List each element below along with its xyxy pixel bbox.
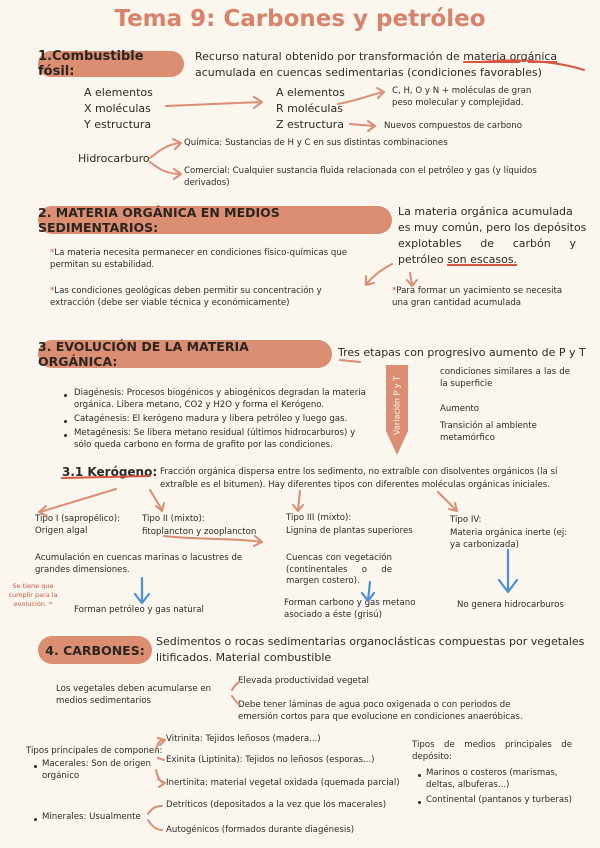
arrow-icon: [232, 682, 240, 690]
s4-laminas: Debe tener láminas de agua poco oxigenada o con periodos de emersión cortos para que evolucione en condiciones anaeróbicas.: [238, 700, 523, 722]
arrow-icon: [340, 360, 360, 362]
arrow-icon: [156, 738, 165, 750]
s1-note-1: C, H, O y N + moléculas de gran: [392, 86, 532, 96]
s1-def-line2: acumulada en cuencas sedimentarias (condiciones favorables): [195, 66, 542, 79]
s1-left-1: A elementos: [84, 86, 153, 99]
arrow-icon: [148, 820, 162, 830]
arrow-icon: [164, 536, 262, 546]
forman-carbono: Forman carbono y gas metano asociado a éste (grisú): [284, 598, 416, 620]
s1-left-2: X moléculas: [84, 102, 151, 115]
s1-hidrocarburo: Hidrocarburo: [78, 152, 150, 165]
s4-minerales: Minerales: Usualmente: [42, 812, 141, 822]
section-2-heading: 2. MATERIA ORGÁNICA EN MEDIOS SEDIMENTARIOS:: [38, 206, 392, 234]
section-3-heading: 3. EVOLUCIÓN DE LA MATERIA ORGÁNICA:: [38, 340, 332, 368]
forman-petroleo: Forman petróleo y gas natural: [74, 605, 204, 615]
s2-right-2: es muy común, pero los depósitos: [398, 221, 587, 234]
tipo-3-label: Tipo III (mixto):: [286, 513, 352, 523]
underline-stroke: [62, 476, 150, 478]
s2-escasos: son escasos.: [447, 253, 518, 266]
s2-star-1: *: [50, 248, 55, 258]
s4-vitrinita: Vitrinita: Tejidos leñosos (madera...): [166, 734, 321, 744]
no-genera: No genera hidrocarburos: [457, 600, 564, 610]
arrow-icon: [350, 121, 375, 131]
s2-cond-1-text: La materia necesita permanecer en condiciones físico-químicas que permitan su estabilidad.: [50, 248, 348, 270]
s1-right-2: R moléculas: [276, 102, 343, 115]
arrow-icon: [232, 696, 240, 705]
tipo-3-desc: Lignina de plantas superiores: [286, 526, 413, 536]
s3-metagenesis: Metagénesis: Se libera metano residual (últimos hidrocarburos) y sólo queda carbono en forma de grafito por las condiciones.: [74, 428, 356, 450]
arrow-icon: [39, 489, 116, 516]
section-1-heading: 1.Combustible fósil:: [38, 51, 184, 77]
s1-note-3: Nuevos compuestos de carbono: [384, 121, 522, 131]
s3-catagenesis: Catagénesis: El kerógeno madura y libera petróleo y luego gas.: [74, 414, 348, 424]
arrow-icon: [150, 162, 181, 179]
s1-quimica: Química: Sustancias de H y C en sus distintas combinaciones: [184, 138, 448, 148]
s3-diagenesis: Diagénesis: Procesos biogénicos y abiogénicos degradan la materia orgánica. Libera metano, CO2 y H2O y forma el Kerógeno.: [74, 388, 366, 410]
s3-side-3: Transición al ambiente metamórfico: [440, 421, 537, 443]
cuencas-vegetacion: Cuencas con vegetación (continentales o de margen costero).: [286, 553, 392, 587]
arrow-icon: [156, 770, 165, 787]
s1-def-text: Recurso natural obtenido por transformación de: [195, 50, 460, 63]
s4-detriticos: Detríticos (depositados a la vez que los macerales): [166, 800, 387, 810]
acumulacion-note: Acumulación en cuencas marinas o lacustres de grandes dimensiones.: [35, 553, 243, 575]
s1-comercial: Comercial: Cualquier sustancia fluida relacionada con el petróleo y gas (y líquidos derivados): [184, 166, 537, 188]
arrow-icon: [148, 806, 162, 814]
tipo-2-label: Tipo II (mixto):: [142, 514, 205, 524]
s4-exinita: Exinita (Liptinita): Tejidos no leñosos (esporas...): [166, 755, 375, 765]
s4-marinos: Marinos o costeros (marismas, deltas, albuferas...): [426, 768, 558, 790]
section-4-heading: 4. CARBONES:: [38, 636, 152, 664]
s4-continental: Continental (pantanos y turberas): [426, 795, 573, 805]
s1-right-3: Z estructura: [276, 118, 344, 131]
s3-vertical-label: Variación P y T: [392, 375, 402, 435]
kerogeno-def-1: Fracción orgánica dispersa entre los sedimento, no extraíble con disolventes orgánicos (la sí: [160, 467, 558, 477]
s2-cond-3-text: Para formar un yacimiento se necesita una gran cantidad acumulada: [392, 286, 563, 308]
arrow-icon: [293, 491, 303, 511]
s4-def-1: Sedimentos o rocas sedimentarias organoclásticas compuestas por vegetales: [156, 635, 585, 648]
s2-right-1: La materia orgánica acumulada: [398, 205, 573, 218]
tipo-1-desc: Origen algal: [35, 526, 88, 536]
s2-petroleo: petróleo: [398, 253, 444, 266]
arrow-icon: [407, 273, 417, 286]
s4-medios: Tipos de medios principales de depósito:: [412, 740, 572, 762]
s2-star-2: *: [50, 286, 55, 296]
page-title: Tema 9: Carbones y petróleo: [114, 6, 486, 32]
s4-macerales: Macerales: Son de origen orgánico: [42, 759, 152, 781]
underline-stroke: [482, 60, 584, 70]
s1-note-2: peso molecular y complejidad.: [392, 98, 524, 108]
s4-def-2: litificados. Material combustible: [156, 651, 332, 664]
s4-autogenicos: Autogénicos (formados durante diagénesis): [166, 825, 355, 835]
s2-star-3: *: [392, 286, 397, 296]
arrow-icon: [166, 97, 262, 108]
s1-def-highlight: materia orgánica: [463, 50, 558, 63]
s3-intro: Tres etapas con progresivo aumento de P y T: [338, 346, 586, 359]
s4-elevada: Elevada productividad vegetal: [238, 676, 369, 686]
s3-side-1: condiciones similares a las de la superficie: [440, 367, 570, 389]
arrow-icon: [338, 88, 384, 104]
tipo-2-desc: fitoplancton y zooplancton: [142, 527, 257, 537]
tipo-4-desc: Materia orgánica inerte (ej: ya carbonizada): [450, 528, 568, 550]
tipo-1-label: Tipo I (sapropélico):: [35, 514, 120, 524]
kerogeno-heading: 3.1 Kerógeno:: [62, 465, 158, 479]
s3-side-2: Aumento: [440, 404, 480, 414]
s2-right-3: explotables de carbón y: [398, 237, 576, 250]
blue-arrow-icon: [362, 582, 374, 601]
blue-arrow-icon: [499, 550, 517, 592]
s2-cond-2-text: Las condiciones geológicas deben permitir su concentración y extracción (debe ser viable técnica y económicamente): [50, 286, 322, 308]
s1-right-1: A elementos: [276, 86, 345, 99]
side-note: Se tiene que cumplir para la evolución. *: [8, 582, 58, 608]
arrow-icon: [150, 139, 181, 158]
arrow-icon: [438, 492, 457, 511]
kerogeno-def-2: extraíble es el bitumen). Hay diferentes tipos con diferentes moléculas orgánicas iniciales.: [160, 480, 550, 490]
arrow-icon: [158, 758, 164, 760]
s4-inertinita: Inertinita: material vegetal oxidada (quemada parcial): [166, 778, 400, 788]
s1-left-3: Y estructura: [84, 118, 152, 131]
arrow-icon: [150, 490, 164, 511]
blue-arrow-icon: [135, 578, 149, 603]
s4-vegetales: Los vegetales deben acumularse en medios sedimentarios: [56, 684, 212, 706]
arrow-icon: [366, 264, 392, 285]
tipo-4-label: Tipo IV:: [450, 515, 482, 525]
s4-tipos-componentes: Tipos principales de componen:: [26, 746, 163, 756]
